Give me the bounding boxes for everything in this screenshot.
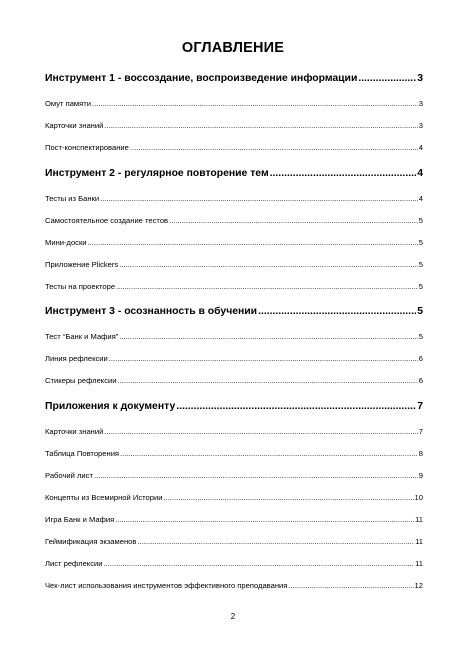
toc-entry-label: Инструмент 3 - осознанность в обучении (45, 306, 258, 317)
toc-item[interactable] (45, 260, 423, 269)
dot-leader (92, 99, 418, 108)
toc-entry-label: Чек-лист использования инструментов эффективного преподавания (45, 581, 288, 590)
toc-item[interactable] (45, 427, 423, 436)
dot-leader (103, 559, 414, 568)
dot-leader (109, 354, 418, 363)
toc-item[interactable] (45, 515, 423, 524)
toc-entry-page: 8 (418, 449, 423, 458)
dot-leader (176, 401, 416, 412)
toc-entry-label: Игра Банк и Мафия (45, 515, 115, 524)
toc-entry-page: 5 (418, 282, 423, 291)
toc-entry-page: 5 (418, 238, 423, 247)
toc-section-1[interactable] (45, 73, 423, 84)
toc-entry-label: Таблица Повторения (45, 449, 120, 458)
page-number: 2 (230, 612, 236, 621)
toc-entry-label: Геймификация экзаменов (45, 537, 137, 546)
dot-leader (100, 194, 418, 203)
dot-leader (94, 471, 418, 480)
toc-entry-page: 11 (415, 559, 423, 568)
dot-leader (169, 216, 418, 225)
toc-entry-label: Инструмент 1 - воссоздание, воспроизведение информации (45, 73, 358, 84)
toc-section-appendix[interactable] (45, 401, 423, 412)
toc-entry-page: 3 (418, 99, 423, 108)
toc-item[interactable] (45, 332, 423, 341)
dot-leader (258, 306, 416, 317)
dot-leader (270, 168, 417, 179)
dot-leader (116, 282, 418, 291)
dot-leader (118, 376, 418, 385)
toc-entry-label: Омут памяти (45, 99, 91, 108)
toc-entry-page: 5 (417, 306, 423, 317)
dot-leader (358, 73, 416, 84)
toc-entry-page: 5 (418, 216, 423, 225)
toc-entry-page: 4 (417, 168, 423, 179)
dot-leader (104, 121, 417, 130)
toc-entry-page: 3 (418, 121, 423, 130)
dot-leader (120, 449, 418, 458)
toc-item[interactable] (45, 449, 423, 458)
toc-item[interactable] (45, 493, 423, 502)
toc-entry-label: Рабочий лист (45, 471, 93, 480)
toc-entry-label: Лист рефлексии (45, 559, 103, 568)
toc-item[interactable] (45, 238, 423, 247)
toc-item[interactable] (45, 216, 423, 225)
toc-entry-label: Инструмент 2 - регулярное повторение тем (45, 168, 269, 179)
toc-item[interactable] (45, 282, 423, 291)
toc-entry-label: Карточки знаний (45, 121, 104, 130)
toc-item[interactable] (45, 559, 423, 568)
toc-entry-label: Карточки знаний (45, 427, 104, 436)
toc-entry-page: 7 (418, 427, 423, 436)
toc-entry-page: 6 (418, 376, 423, 385)
toc-entry-label: Пост-конспектирование (45, 143, 129, 152)
dot-leader (137, 537, 414, 546)
toc-item[interactable] (45, 143, 423, 152)
toc-entry-page: 9 (418, 471, 423, 480)
toc-section-2[interactable] (45, 168, 423, 179)
toc-item[interactable] (45, 581, 423, 590)
toc-entry-label: Тесты на проекторе (45, 282, 116, 291)
dot-leader (288, 581, 413, 590)
dot-leader (104, 427, 417, 436)
dot-leader (130, 143, 418, 152)
dot-leader (88, 238, 418, 247)
toc-entry-page: 10 (414, 493, 423, 502)
toc-entry-page: 11 (415, 515, 423, 524)
toc-item[interactable] (45, 537, 423, 546)
toc-entry-page: 4 (418, 143, 423, 152)
toc-entry-page: 11 (415, 537, 423, 546)
toc-entry-page: 3 (417, 73, 423, 84)
dot-leader (115, 515, 414, 524)
toc-entry-label: Концепты из Всемирной Истории (45, 493, 163, 502)
toc-item[interactable] (45, 194, 423, 203)
toc-item[interactable] (45, 471, 423, 480)
toc-title: ОГЛАВЛЕНИЕ (181, 40, 285, 56)
toc-item[interactable] (45, 121, 423, 130)
toc-entry-page: 5 (418, 332, 423, 341)
toc-entry-page: 12 (414, 581, 423, 590)
toc-section-3[interactable] (45, 306, 423, 317)
toc-entry-label: Мини-доски (45, 238, 87, 247)
toc-entry-page: 7 (417, 401, 423, 412)
toc-entry-label: Приложение Plickers (45, 260, 119, 269)
toc-entry-page: 6 (418, 354, 423, 363)
toc-entry-label: Линия рефлексии (45, 354, 108, 363)
toc-item[interactable] (45, 354, 423, 363)
toc-entry-page: 4 (418, 194, 423, 203)
toc-entry-label: Тест “Банк и Мафия” (45, 332, 119, 341)
dot-leader (119, 332, 417, 341)
dot-leader (163, 493, 413, 502)
toc-entry-page: 5 (418, 260, 423, 269)
toc-entry-label: Самостоятельное создание тестов (45, 216, 169, 225)
dot-leader (119, 260, 418, 269)
toc-item[interactable] (45, 376, 423, 385)
toc-entry-label: Приложения к документу (45, 401, 176, 412)
toc-entry-label: Стикеры рефлексии (45, 376, 117, 385)
toc-item[interactable] (45, 99, 423, 108)
toc-entry-label: Тесты из Банки (45, 194, 100, 203)
